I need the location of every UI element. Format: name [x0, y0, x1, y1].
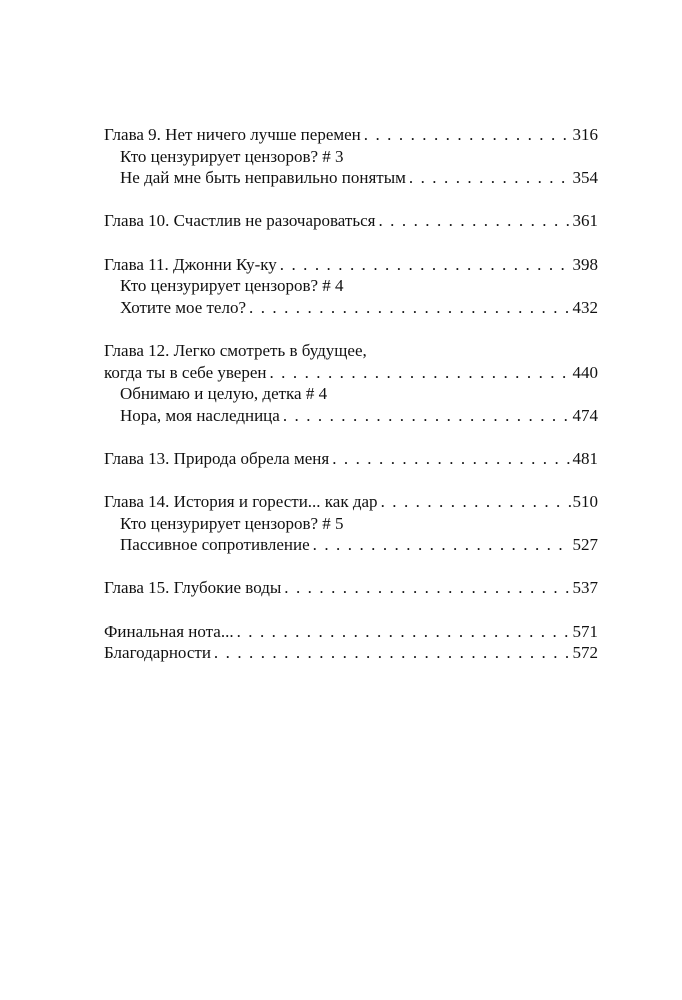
toc-entry-final-note[interactable] — [104, 621, 598, 643]
section-gap — [104, 556, 598, 578]
dot-leader — [375, 210, 570, 232]
section-gap — [104, 470, 598, 492]
toc-entry-page: 361 — [572, 211, 598, 231]
toc-entry-title: Глава 10. Счастлив не разочароваться — [104, 211, 376, 231]
toc-entry-acknowledgements[interactable] — [104, 642, 598, 664]
toc-entry-title: Глава 15. Глубокие воды — [104, 578, 282, 598]
toc-entry-page: 481 — [572, 448, 598, 468]
toc-subentry-chapter-9-2[interactable] — [104, 167, 598, 189]
toc-entry-title: Хотите мое тело? — [120, 297, 246, 317]
toc-entry-title: Глава 14. История и горести... как дар — [104, 492, 378, 512]
toc-entry-chapter-11[interactable] — [104, 254, 598, 276]
toc-entry-page: 474 — [572, 405, 598, 425]
toc-entry-page: 571 — [572, 621, 598, 641]
dot-leader — [266, 362, 570, 384]
toc-entry-title: Кто цензурирует цензоров? # 3 — [120, 146, 344, 166]
toc-subentry-chapter-14-1[interactable] — [104, 513, 598, 535]
toc-entry-page: 354 — [572, 168, 598, 188]
toc-entry-chapter-15[interactable] — [104, 577, 598, 599]
toc-entry-title: Глава 13. Природа обрела меня — [104, 448, 330, 468]
dot-leader — [310, 534, 571, 556]
toc-entry-title: Кто цензурирует цензоров? # 4 — [120, 276, 344, 296]
table-of-contents — [104, 124, 598, 664]
toc-subentry-chapter-11-1[interactable] — [104, 275, 598, 297]
toc-entry-title: Кто цензурирует цензоров? # 5 — [120, 513, 344, 533]
section-gap — [104, 318, 598, 340]
dot-leader — [277, 254, 571, 276]
toc-entry-title: Глава 11. Джонни Ку-ку — [104, 254, 277, 274]
toc-entry-title: Обнимаю и целую, детка # 4 — [120, 384, 328, 404]
toc-entry-title: когда ты в себе уверен — [104, 362, 267, 382]
toc-entry-page: 572 — [572, 643, 598, 663]
dot-leader — [211, 642, 571, 664]
toc-entry-page: 537 — [572, 578, 598, 598]
toc-entry-title: Нора, моя наследница — [120, 405, 280, 425]
toc-entry-chapter-9[interactable] — [104, 124, 598, 146]
toc-entry-chapter-10[interactable] — [104, 210, 598, 232]
section-gap — [104, 232, 598, 254]
dot-leader — [361, 124, 571, 146]
toc-entry-title: Благодарности — [104, 643, 211, 663]
toc-entry-page: 398 — [572, 254, 598, 274]
section-gap — [104, 189, 598, 211]
dot-leader — [234, 621, 571, 643]
dot-leader — [281, 577, 570, 599]
section-gap — [104, 426, 598, 448]
toc-entry-title: Пассивное сопротивление — [120, 535, 310, 555]
toc-subentry-chapter-9-1[interactable] — [104, 146, 598, 168]
toc-entry-page: 316 — [572, 125, 598, 144]
toc-subentry-chapter-12-2[interactable] — [104, 405, 598, 427]
toc-entry-chapter-14[interactable] — [104, 491, 598, 513]
section-gap — [104, 599, 598, 621]
toc-entry-chapter-12-line-1[interactable] — [104, 340, 598, 362]
toc-entry-page: 510 — [572, 492, 598, 512]
toc-entry-page: 440 — [572, 362, 598, 382]
toc-entry-title: Глава 12. Легко смотреть в будущее, — [104, 340, 367, 360]
toc-entry-chapter-12-line-2[interactable] — [104, 362, 598, 384]
toc-entry-title: Не дай мне быть неправильно понятым — [120, 168, 406, 188]
dot-leader — [246, 297, 571, 319]
toc-entry-chapter-13[interactable] — [104, 448, 598, 470]
toc-entry-title: Глава 9. Нет ничего лучше перемен — [104, 125, 361, 144]
toc-subentry-chapter-12-1[interactable] — [104, 383, 598, 405]
dot-leader — [378, 491, 571, 513]
toc-entry-page: 432 — [572, 297, 598, 317]
dot-leader — [406, 167, 571, 189]
dot-leader — [280, 405, 571, 427]
toc-subentry-chapter-11-2[interactable] — [104, 297, 598, 319]
toc-subentry-chapter-14-2[interactable] — [104, 534, 598, 556]
toc-entry-title: Финальная нота... — [104, 621, 234, 641]
toc-entry-page: 527 — [572, 535, 598, 555]
dot-leader — [329, 448, 570, 470]
